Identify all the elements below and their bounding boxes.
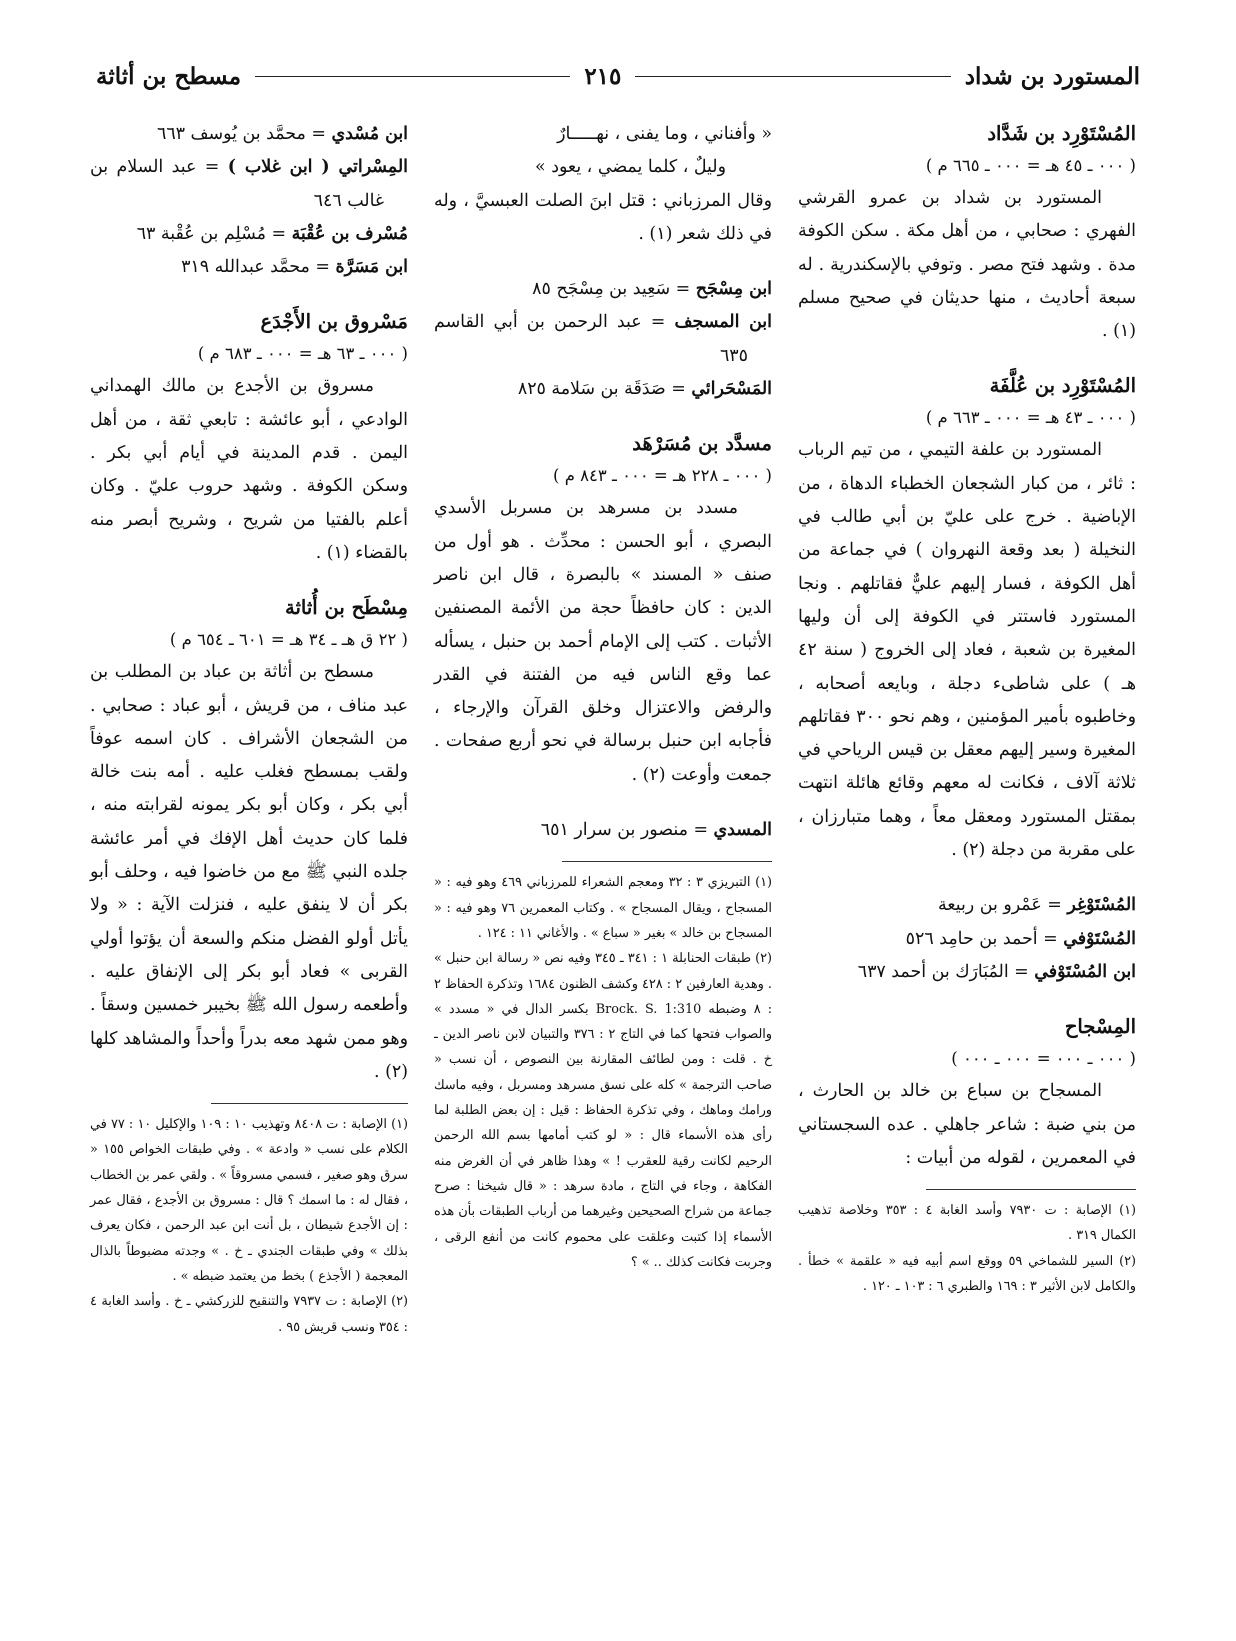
entry-body: مسطح بن أثاثة بن عباد بن المطلب بن عبد مناف ، من قريش ، أبو عباد : صحابي . من الشجعان الأشراف . كان اسمه عوفاً ولقب بمسطح فغلب عليه . أمه بنت خالة أبي بكر ، وكان أبو بكر يمونه لقرابته منه ، فلما كان حديث أهل الإفك في أمر عائشة جلده النبي ﷺ مع من خاضوا فيه ، وحلف أبو بكر أن لا ينفق عليه ، فنزلت الآية : « ولا يأتل أولو الفضل منكم والسعة أن يؤتوا أولي القربى » فعاد أبو بكر إلى الإنفاق عليه . وأطعمه رسول الله ﷺ بخيبر خمسين وسقاً . وهو ممن شهد معه بدراً وأحداً والمشاهد كلها (٢) . bbox=[90, 662, 408, 1082]
header-left-title: مسطح بن أثاثة bbox=[96, 62, 242, 90]
header-rule-left bbox=[255, 76, 570, 77]
cross-reference-target: = محمَّد بن يُوسف ٦٦٣ bbox=[157, 124, 332, 144]
cross-reference bbox=[798, 889, 1136, 922]
column-middle bbox=[434, 118, 772, 1275]
verse-line: « وأفناني ، وما يفنى ، نهـــــارٌ bbox=[557, 124, 772, 144]
cross-reference bbox=[90, 251, 408, 284]
running-header bbox=[96, 58, 1140, 94]
cross-reference-target: = مُسْلِم بن عُقْبة ٦٣ bbox=[136, 223, 292, 244]
cross-reference bbox=[90, 151, 408, 218]
entry-body: المستورد بن شداد بن عمرو القرشي الفهري : صحابي ، من أهل مكة . سكن الكوفة مدة . وشهد فتح مصر . وتوفي بالإسكندرية . له سبعة أحاديث ، منها حديثان في صحيح مسلم (١) . bbox=[798, 188, 1136, 342]
cross-reference-head: المَسْحَرائي bbox=[691, 379, 772, 400]
entry-dates: ( ٠٠٠ ـ ٢٢٨ هـ = ٠٠٠ ـ ٨٤٣ م ) bbox=[553, 466, 772, 486]
footnote-rule bbox=[926, 1189, 1136, 1190]
cross-reference bbox=[434, 306, 772, 373]
cross-reference bbox=[434, 373, 772, 406]
cross-reference-head: ابن مِسْجَح bbox=[695, 279, 772, 300]
cross-reference-target: = المُبَارَك بن أحمد ٦٣٧ bbox=[857, 961, 1035, 982]
entry-title: المِسْجاح bbox=[1064, 1015, 1136, 1039]
footnote-rule bbox=[211, 1103, 408, 1104]
cross-reference-target: = محمَّد عبدالله ٣١٩ bbox=[181, 257, 336, 278]
footnote: (١) التبريزي ٣ : ٣٢ ومعجم الشعراء للمرزباني ٤٦٩ وهو فيه : « المسجاح ، ويقال المسجاح » . وكتاب المعمرين ٧٦ وهو فيه : « المسجاح بن خالد » بغير « سباع » . والأغاني ١١ : ١٢٤ . bbox=[434, 875, 773, 941]
cross-reference-target: = صَدَقَة بن سَلامة ٨٢٥ bbox=[517, 379, 692, 400]
cross-reference-target: = منصور بن سرار ٦٥١ bbox=[540, 820, 714, 841]
entry-dates: ( ٠٠٠ ـ ٠٠٠ = ٠٠٠ ـ ٠٠٠ ) bbox=[951, 1049, 1136, 1069]
entry-body: المستورد بن علفة التيمي ، من تيم الرباب : ثائر ، من كبار الشجعان الخطباء الدهاة ، من الإباضية . خرج على عليّ بن أبي طالب في النخيلة ( بعد وقعة النهروان ) في جماعة من أهل الكوفة ، فسار إليهم عليٌّ فقاتلهم . ونجا المستورد فاستتر في الكوفة إلى أن وليها المغيرة بن شعبة ، فعاد إلى الخروج ( سنة ٤٢ هـ ) على شاطىء دجلة ، وبايعه أصحابه ، وخاطبوه بأمير المؤمنين ، وهم نحو ٣٠٠ فقاتلهم المغيرة وسير إليهم معقل بن قيس الرياحي في ثلاثة آلاف ، فكانت له معهم وقائع هائلة انتهت بمقتل المستورد ومعقل معاً ، وهما متبارزان ، على مقربة من دجلة (٢) . bbox=[798, 440, 1137, 861]
entry-body: مسروق بن الأجدع بن مالك الهمداني الوادعي ، أبو عائشة : تابعي ثقة ، من أهل اليمن . قدم المدينة في أيام أبي بكر . وسكن الكوفة . وشهد حروب عليّ . وكان أعلم بالفتيا من شريح ، وشريح أبصر منه بالقضاء (١) . bbox=[90, 376, 408, 563]
entry-dates: ( ٠٠٠ ـ ٦٣ هـ = ٠٠٠ ـ ٦٨٣ م ) bbox=[197, 344, 408, 364]
entry-dates: ( ٠٠٠ ـ ٤٥ هـ = ٠٠٠ ـ ٦٦٥ م ) bbox=[925, 156, 1136, 175]
footnote: (٢) طبقات الحنابلة ١ : ٣٤١ ـ ٣٤٥ وفيه نص « رسالة ابن حنبل » . وهدية العارفين ٢ : ٤٢٨ وكشف الظنون ١٦٨٤ وتذكرة الحفاظ ٢ : ٨ وضبطه Brock. S. 1:310 بكسر الدال في « مسدد » والصواب فتحها كما في التاج ٢ : ٣٧٦ والتبيان لابن ناصر الدين ـ خ . قلت : ومن لطائف المقارنة بين النصوص ، أن نسب « صاحب الترجمة » كله على نسق مسرهد ومسربل ، وفيه ماسك ورامك وماهك ، وفي تذكرة الحفاظ : قيل : إن بعض الطلبة لما رأى هذه الأسماء قال : « لو كتب أمامها بسم الله الرحمن الرحيم لكانت رقية للعقرب ! » وهذا ظاهر في أن الغرض منه الفكاهة ، وجاء في التاج ، مادة سرهد : « قال شيخنا : صرح جماعة من شراح الصحيحين وغيرهما من أرباب الطبقات بأن هذه الأسماء إذا كتبت وعلقت على محموم كانت من أنفع الرقى ، وجربت فكانت كذلك .. » ؟ bbox=[434, 951, 773, 1270]
cross-reference-head: ابن مُسْدي bbox=[331, 124, 408, 144]
cross-reference-head: ابن المُسْتَوْفي bbox=[1034, 961, 1136, 982]
cross-reference bbox=[798, 923, 1136, 956]
footnote: (٢) الإصابة : ت ٧٩٣٧ والتنقيح للزركشي ـ خ . وأسد الغابة ٤ : ٣٥٤ ونسب قريش ٩٥ . bbox=[90, 1294, 408, 1335]
entry-dates: ( ٠٠٠ ـ ٤٣ هـ = ٠٠٠ ـ ٦٦٣ م ) bbox=[925, 408, 1136, 428]
entry-title: مَسْروق بن الأَجْدَع bbox=[260, 310, 408, 334]
cross-reference-target: = عبد السلام بن غالب ٦٤٦ bbox=[90, 157, 384, 211]
entry-dates: ( ٢٢ ق هـ ـ ٣٤ هـ = ٦٠١ ـ ٦٥٤ م ) bbox=[169, 630, 408, 650]
footnote-rule bbox=[562, 861, 772, 862]
cross-reference-target: = عَمْرو بن ربيعة bbox=[937, 895, 1068, 916]
footnotes bbox=[434, 861, 772, 1275]
entry-body: وقال المرزباني : قتل ابنَ الصلت العبسيَّ ، وله في ذلك شعر (١) . bbox=[434, 190, 772, 244]
cross-reference bbox=[798, 956, 1136, 989]
cross-reference-head: ابن مَسَرَّة bbox=[335, 257, 408, 278]
entry-body: مسدد بن مسرهد بن مسربل الأسدي البصري ، أبو الحسن : محدِّث . هو أول من صنف « المسند » بالبصرة ، قال ابن ناصر الدين : كان حافظاً حجة من الأئمة المصنفين الأثبات . كتب إلى الإمام أحمد بن حنبل ، يسأله عما وقع الناس فيه من الفتنة في القدر والرفض والاعتزال وخلق القرآن والإرجاء ، فأجابه ابن حنبل برسالة في نحو أربع صفحات . جمعت وأوعت (٢) . bbox=[434, 498, 772, 785]
footnotes bbox=[798, 1189, 1136, 1299]
entry-title: مسدَّد بن مُسَرْهَد bbox=[632, 432, 772, 456]
header-rule-right bbox=[635, 76, 950, 77]
entry-title: المُسْتَوْرِد بن عُلَّفَة bbox=[989, 374, 1136, 398]
footnote: (١) الإصابة : ت ٧٩٣٠ وأسد الغابة ٤ : ٣٥٣ وخلاصة تذهيب الكمال ٣١٩ . bbox=[798, 1203, 1136, 1244]
footnote: (٢) السير للشماخي ٥٩ ووقع اسم أبيه فيه « علقمة » خطأ . والكامل لابن الأثير ٣ : ١٦٩ والطبري ٦ : ١٠٣ ـ ١٢٠ . bbox=[798, 1253, 1136, 1295]
entry-title: المُسْتَوْرِد بن شَدَّاد bbox=[987, 122, 1136, 145]
column-left bbox=[90, 118, 408, 1340]
cross-reference-target: = سَعِيد بن مِسْجَح ٨٥ bbox=[532, 279, 696, 300]
cross-reference-head: المُسْتَوْفي bbox=[1063, 928, 1136, 949]
cross-reference-head: ابن المسجف bbox=[674, 312, 772, 333]
verse-line: وليلٌ ، كلما يمضي ، يعود » bbox=[535, 157, 726, 178]
cross-reference-head: المسدي bbox=[713, 820, 772, 841]
entry-body: المسجاح بن سباع بن خالد بن الحارث ، من بني ضبة : شاعر جاهلي . عده السجستاني في المعمرين ، لقوله من أبيات : bbox=[798, 1081, 1136, 1168]
cross-reference-target: = أحمد بن حامِد ٥٢٦ bbox=[905, 928, 1064, 949]
header-right-title: المستورد بن شداد bbox=[964, 62, 1140, 90]
footnote: (١) الإصابة : ت ٨٤٠٨ وتهذيب ١٠ : ١٠٩ والإكليل ١٠ : ٧٧ في الكلام على نسب « وادعة » . وفي طبقات الخواص ١٥٥ « سرق وهو صغير ، فسمي مسروقاً » . ولقي عمر بن الخطاب ، فقال له : ما اسمك ؟ قال : مسروق بن الأجدع ، فقال عمر : إن الأجدع شيطان ، بل أنت ابن عبد الرحمن ، فكان يعرف بذلك » وفي طبقات الجندي ـ خ . » وجدته مضبوطاً بالذال المعجمة ( الأجذع ) بخط من يعتمد ضبطه » . bbox=[90, 1117, 408, 1284]
cross-reference-target: = عبد الرحمن بن أبي القاسم ٦٣٥ bbox=[434, 312, 748, 366]
cross-reference-head: المِسْراتي ( ابن غلاب ) bbox=[227, 157, 408, 178]
cross-reference bbox=[434, 814, 772, 847]
cross-reference bbox=[90, 118, 408, 151]
cross-reference-head: مُسْرف بن عُقْبَة bbox=[291, 223, 408, 244]
cross-reference bbox=[434, 273, 772, 306]
cross-reference-head: المُسْتَوْغِر bbox=[1067, 895, 1136, 916]
cross-reference bbox=[90, 218, 408, 251]
entry-title: مِسْطَح بن أُثاثة bbox=[285, 596, 408, 620]
footnotes bbox=[90, 1103, 408, 1340]
column-right bbox=[798, 118, 1136, 1299]
page-number: ٢١٥ bbox=[584, 62, 622, 90]
